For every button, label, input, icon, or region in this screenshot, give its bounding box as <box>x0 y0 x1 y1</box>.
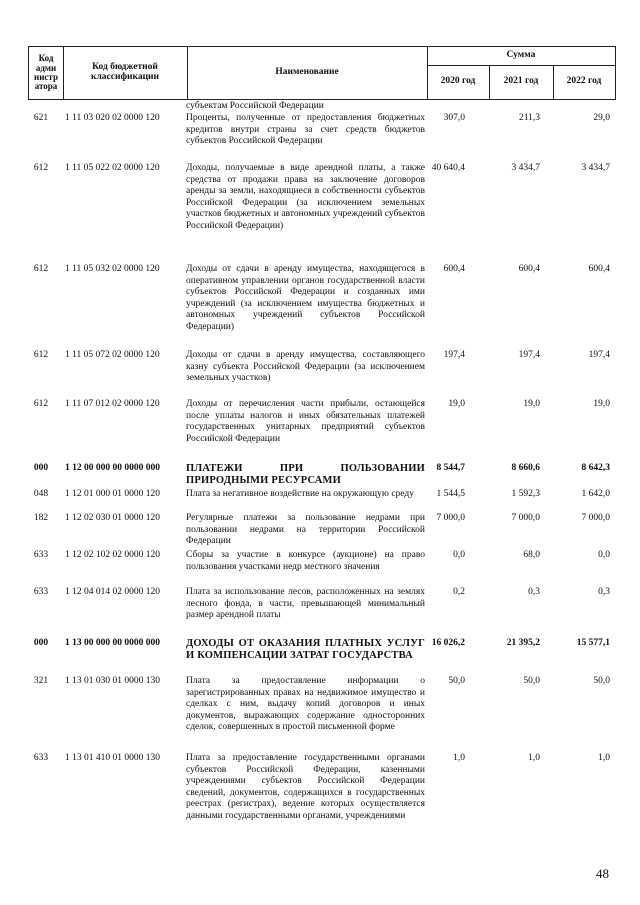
header-sum: Сумма <box>506 50 536 61</box>
budget-code: 1 11 07 012 02 0000 120 <box>65 399 160 409</box>
admin-code: 612 <box>33 350 49 360</box>
value-2021: 197,4 <box>518 350 540 360</box>
value-2021: 1,0 <box>528 753 540 763</box>
budget-code: 1 13 01 410 01 0000 130 <box>65 753 160 763</box>
value-2020: 50,0 <box>448 676 465 686</box>
value-2022: 15 577,1 <box>576 638 610 648</box>
value-2022: 0,3 <box>598 587 610 597</box>
value-2022: 0,0 <box>598 550 610 560</box>
value-2020: 19,0 <box>448 399 465 409</box>
value-2021: 19,0 <box>523 399 540 409</box>
value-2021: 8 660,6 <box>511 463 540 473</box>
admin-code: 000 <box>33 463 49 473</box>
row-name: Доходы от сдачи в аренду имущества, находящегося в оперативном управлении органов государственной власти субъектов Российской Федерации и созданных ими учреждений (за исключением имущества бюджетных и автономных учреждений субъектов Российской Федерации) <box>186 264 425 332</box>
budget-code: 1 11 05 072 02 0000 120 <box>65 350 160 360</box>
value-2020: 1 544,5 <box>436 489 465 499</box>
admin-code: 321 <box>33 676 49 686</box>
value-2020: 307,0 <box>443 113 465 123</box>
value-2021: 3 434,7 <box>511 163 540 173</box>
value-2020: 197,4 <box>443 350 465 360</box>
budget-code: 1 12 01 000 01 0000 120 <box>65 489 160 499</box>
value-2021: 1 592,3 <box>511 489 540 499</box>
row-name: Плата за использование лесов, расположенных на землях лесного фонда, в части, превышающей минимальный размер арендной платы <box>186 587 425 620</box>
value-2021: 7 000,0 <box>511 513 540 523</box>
header-year-2022: 2022 год <box>566 76 602 87</box>
header-year-2020: 2020 год <box>440 76 476 87</box>
value-2022: 600,4 <box>588 264 610 274</box>
budget-code: 1 13 01 030 01 0000 130 <box>65 676 160 686</box>
continuation-text: субъектам Российской Федерации <box>186 101 324 111</box>
value-2020: 600,4 <box>443 264 465 274</box>
row-name: ДОХОДЫ ОТ ОКАЗАНИЯ ПЛАТНЫХ УСЛУГ И КОМПЕНСАЦИИ ЗАТРАТ ГОСУДАРСТВА <box>186 638 425 661</box>
value-2020: 0,2 <box>453 587 465 597</box>
value-2022: 29,0 <box>593 113 610 123</box>
row-name: Регулярные платежи за пользование недрами при пользовании недрами на территории Российской Федерации <box>186 513 425 546</box>
value-2021: 21 395,2 <box>506 638 540 648</box>
table-header <box>28 46 616 100</box>
admin-code: 612 <box>33 163 49 173</box>
value-2020: 40 640,4 <box>431 163 465 173</box>
admin-code: 048 <box>33 489 49 499</box>
header-admin-code: Код адми нистр атора <box>34 53 58 92</box>
value-2022: 7 000,0 <box>581 513 610 523</box>
value-2022: 8 642,3 <box>581 463 610 473</box>
admin-code: 633 <box>33 587 49 597</box>
admin-code: 633 <box>33 753 49 763</box>
header-budget-code: Код бюджетной классификации <box>90 62 159 82</box>
admin-code: 000 <box>33 638 49 648</box>
budget-code: 1 13 00 000 00 0000 000 <box>65 638 160 648</box>
value-2021: 211,3 <box>518 113 540 123</box>
header-name: Наименование <box>275 67 339 78</box>
admin-code: 612 <box>33 399 49 409</box>
value-2021: 50,0 <box>523 676 540 686</box>
row-name: Плата за негативное воздействие на окружающую среду <box>186 489 414 499</box>
row-name: Проценты, полученные от предоставления бюджетных кредитов внутри страны за счет средств бюджетов субъектов Российской Федерации <box>186 113 425 146</box>
row-name: Доходы от сдачи в аренду имущества, составляющего казну субъекта Российской Федерации (за исключением земельных участков) <box>186 350 425 383</box>
row-name: ПЛАТЕЖИ ПРИ ПОЛЬЗОВАНИИ ПРИРОДНЫМИ РЕСУРСАМИ <box>186 463 425 486</box>
budget-code: 1 11 05 032 02 0000 120 <box>65 264 160 274</box>
budget-code: 1 11 05 022 02 0000 120 <box>65 163 160 173</box>
admin-code: 633 <box>33 550 49 560</box>
value-2022: 3 434,7 <box>581 163 610 173</box>
value-2021: 68,0 <box>523 550 540 560</box>
budget-code: 1 12 04 014 02 0000 120 <box>65 587 160 597</box>
budget-code: 1 12 00 000 00 0000 000 <box>65 463 160 473</box>
admin-code: 621 <box>33 113 49 123</box>
value-2022: 1 642,0 <box>581 489 610 499</box>
row-name: Сборы за участие в конкурсе (аукционе) на право пользования участками недр местного значения <box>186 550 425 572</box>
page-number: 48 <box>596 866 609 881</box>
budget-code: 1 11 03 020 02 0000 120 <box>65 113 160 123</box>
admin-code: 182 <box>33 513 49 523</box>
value-2022: 50,0 <box>593 676 610 686</box>
value-2020: 8 544,7 <box>436 463 465 473</box>
budget-code: 1 12 02 030 01 0000 120 <box>65 513 160 523</box>
value-2020: 0,0 <box>453 550 465 560</box>
value-2021: 0,3 <box>528 587 540 597</box>
value-2022: 197,4 <box>588 350 610 360</box>
row-name: Доходы, получаемые в виде арендной платы, а также средства от продажи права на заключение договоров аренды за земли, находящиеся в собственности субъектов Российской Федерации (за исключением земельных участков бюджетных и автономных учреждений субъектов Российской Федерации) <box>186 163 425 231</box>
row-name: Плата за предоставление информации о зарегистрированных правах на недвижимое имущество и сделках с ним, выдачу копий договоров и иных документов, выражающих содержание односторонних сделок, совершенных в простой письменной форме <box>186 676 425 732</box>
value-2021: 600,4 <box>518 264 540 274</box>
value-2022: 1,0 <box>598 753 610 763</box>
value-2020: 16 026,2 <box>431 638 465 648</box>
value-2022: 19,0 <box>593 399 610 409</box>
row-name: Доходы от перечисления части прибыли, остающейся после уплаты налогов и иных обязательных платежей государственных унитарных предприятий субъектов Российской Федерации <box>186 399 425 444</box>
value-2020: 7 000,0 <box>436 513 465 523</box>
budget-code: 1 12 02 102 02 0000 120 <box>65 550 160 560</box>
admin-code: 612 <box>33 264 49 274</box>
value-2020: 1,0 <box>453 753 465 763</box>
row-name: Плата за предоставление государственными органами субъектов Российской Федерации, казенными учреждениями субъектов Российской Федерации сведений, документов, содержащихся в государственных реестрах (регистрах), ведение которых осуществляется данными государственными органами, учреждениями <box>186 753 425 821</box>
header-year-2021: 2021 год <box>503 76 539 87</box>
